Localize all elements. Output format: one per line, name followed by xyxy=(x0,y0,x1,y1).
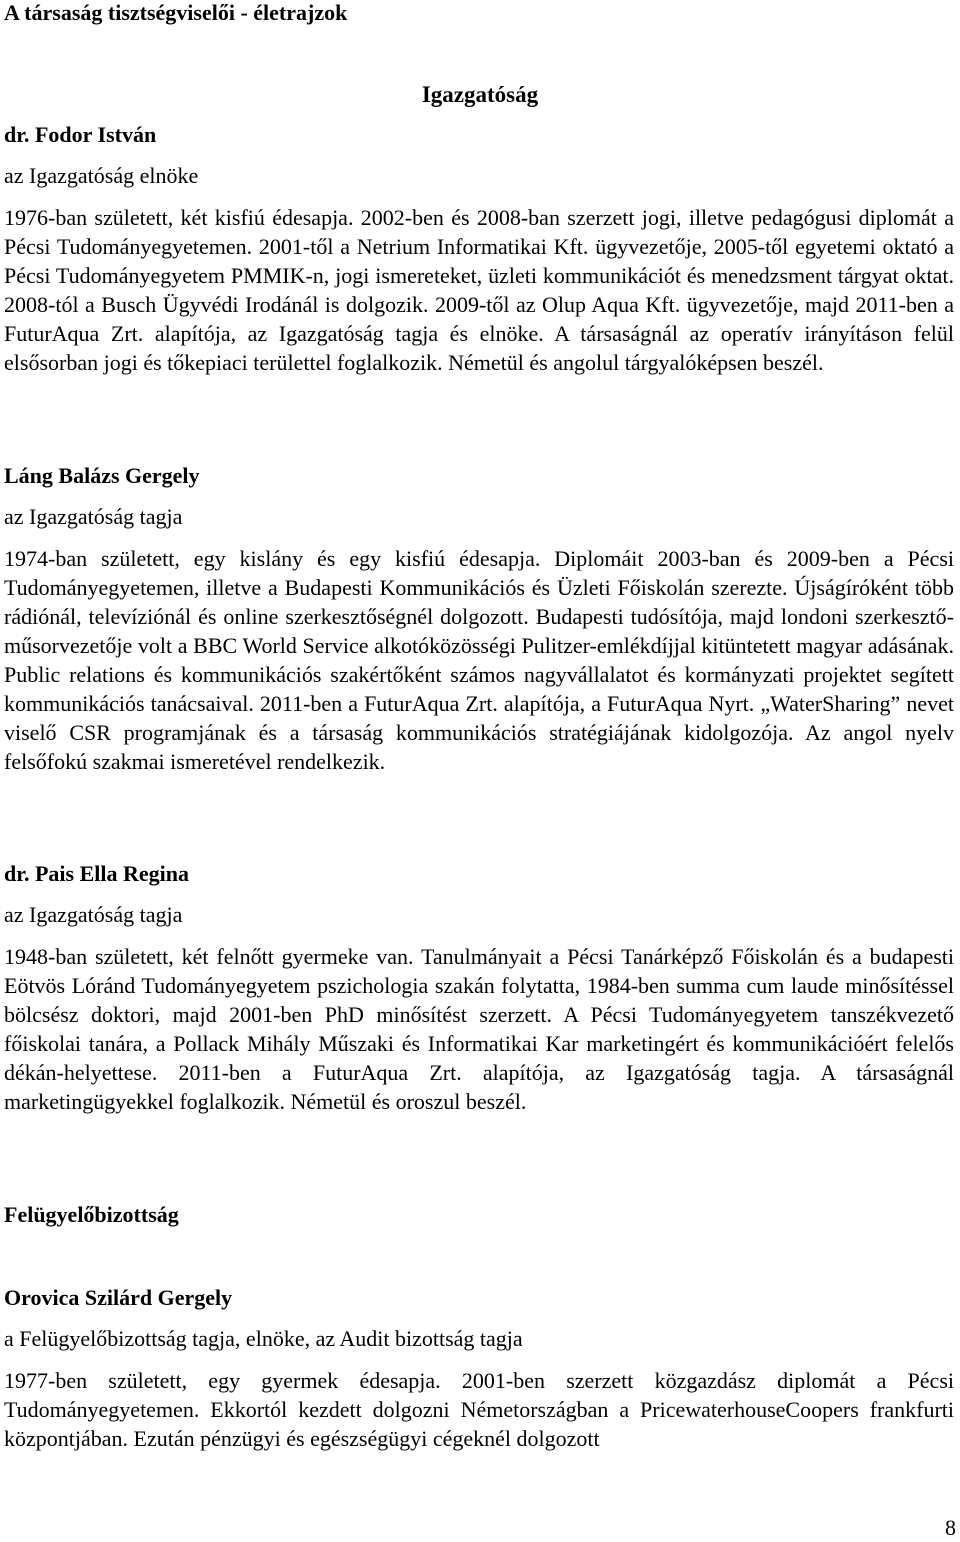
person-role: a Felügyelőbizottság tagja, elnöke, az Audit bizottság tagja xyxy=(4,1326,523,1351)
person-bio: 1948-ban született, két felnőtt gyermeke van. Tanulmányait a Pécsi Tanárképző Főiskolán és a budapesti Eötvös Lóránd Tudományegyetem pszichologia szakán folytatta, 1984-ben summa cum laude minősítéssel bölcsész doktori, majd 2001-ben PhD minősítést szerzett. A Pécsi Tudományegyetem tanszékvezető főiskolai tanára, a Pollack Mihály Műszaki és Informatikai Kar marketingért és kommunikációért felelős dékán-helyettese. 2011-ben a FuturAqua Zrt. alapítója, az Igazgatóság tagja. A társaságnál marketingügyekkel foglalkozik. Németül és oroszul beszél. xyxy=(4,944,954,1114)
person-name: dr. Pais Ella Regina xyxy=(4,861,189,886)
person-bio: 1974-ban született, egy kislány és egy kisfiú édesapja. Diplomáit 2003-ban és 2009-ben a Pécsi Tudományegyetemen, illetve a Budapesti Kommunikációs és Üzleti Főiskolán szerezte. Újságíróként több rádiónál, televíziónál és online szerkesztőségnél dolgozott. Budapesti tudósítója, majd londoni szerkesztő-műsorvezetője volt a BBC World Service alkotóközösségi Pulitzer-emlékdíjjal kitüntetett magyar adásának. Public relations és kommunikációs szakértőként számos nagyvállalatot és kormányzati projektet segített kommunikációs tanácsaival. 2011-ben a FuturAqua Zrt. alapítója, a FuturAqua Nyrt. „WaterSharing” nevet viselő CSR programjának és a társaság kommunikációs stratégiájának kidolgozója. Az angol nyelv felsőfokú szakmai ismeretével rendelkezik. xyxy=(4,546,954,774)
section-title-supervisory: Felügyelőbizottság xyxy=(4,1202,179,1227)
person-name: Orovica Szilárd Gergely xyxy=(4,1285,233,1310)
person-bio: 1976-ban született, két kisfiú édesapja. 2002-ben és 2008-ban szerzett jogi, illetve pedagógusi diplomát a Pécsi Tudományegyetemen. 2001-től a Netrium Informatikai Kft. ügyvezetője, 2005-től egyetemi oktató a Pécsi Tudományegyetem PMMIK-n, jogi ismereteket, üzleti kommunikációt és menedzsment tárgyat oktat. 2008-tól a Busch Ügyvédi Irodánál is dolgozik. 2009-től az Olup Aqua Kft. ügyvezetője, majd 2011-ben a FuturAqua Zrt. alapítója, az Igazgatóság tagja és elnöke. A társaságnál az operatív irányításon felül elsősorban jogi és tőkepiaci területtel foglalkozik. Németül és angolul tárgyalóképsen beszél. xyxy=(4,205,954,375)
person-name: dr. Fodor István xyxy=(4,122,157,147)
page-number: 8 xyxy=(945,1515,956,1540)
person-bio: 1977-ben született, egy gyermek édesapja. 2001-ben szerzett közgazdász diplomát a Pécsi Tudományegyetemen. Ekkortól kezdett dolgozni Németországban a PricewaterhouseCoopers frankfurti központjában. Ezután pénzügyi és egészségügyi cégeknél dolgozott xyxy=(4,1368,954,1451)
person-name: Láng Balázs Gergely xyxy=(4,463,200,488)
document-title: A társaság tisztségviselői - életrajzok xyxy=(4,0,348,25)
section-title-board: Igazgatóság xyxy=(421,82,539,107)
person-role: az Igazgatóság tagja xyxy=(4,902,183,927)
person-role: az Igazgatóság tagja xyxy=(4,504,183,529)
person-role: az Igazgatóság elnöke xyxy=(4,163,199,188)
